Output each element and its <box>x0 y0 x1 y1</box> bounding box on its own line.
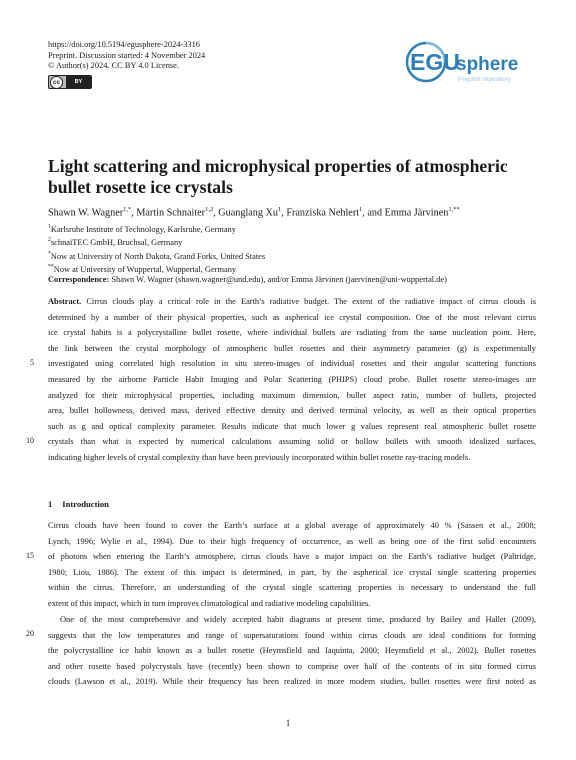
paper-title: Light scattering and microphysical properties of atmospheric bullet rosette ice crystals <box>48 156 508 197</box>
text-line: crystals than what is expected by numerical calculations assuming solid or hollow bullets with smooth idealized surfaces, <box>48 437 536 447</box>
affiliation: **Now at University of Wuppertal, Wuppertal, Germany <box>48 264 237 274</box>
text-line: extent of this impact, which in turn improves climatological and radiative modeling capabilities. <box>48 598 371 608</box>
text-line: clouds (Lawson et al., 2019). While their frequency has been realized in more modern studies, bullet rosettes were first noted as <box>48 677 536 687</box>
author: Martin Schnaiter <box>136 207 206 219</box>
line-number: 5 <box>30 358 34 368</box>
text-line: suggests that the low temperatures and range of supersaturations found within cirrus clouds are ideal conditions for forming <box>48 630 536 640</box>
doi-link[interactable]: https://doi.org/10.5194/egusphere-2024-3316 <box>48 40 200 49</box>
logo-suffix: sphere <box>456 54 519 75</box>
text-line: Cirrus clouds have been found to cover the Earth’s surface at a global average of approximately 40 % (Sassen et al., 2008; <box>48 521 536 530</box>
logo-brand: EGU <box>410 49 460 75</box>
text-line: measured by the airborne Particle Habit Imaging and Polar Scattering (PHIPS) cloud probe. Bullet rosette stereo-images are <box>48 374 536 384</box>
author-affil-sup: 1 <box>359 206 363 213</box>
line-number: 15 <box>26 551 34 561</box>
author-list: Shawn W. Wagner$^{1,*}$, Martin Schnaiter$^{1,2}$, Guanglang Xu$^1$, Franziska Nehlert$^1$, and Emma Järvinen$^{1,**}$ <box>48 206 460 219</box>
intro-paragraph-1 <box>48 518 536 612</box>
author-affil-sup: 1,* <box>123 206 132 213</box>
by-icon: BY <box>66 76 91 88</box>
text-line: the link between the crystal morphology of atmospheric bullet rosettes and their asymmetry parameter (g) is experimentally <box>48 343 536 353</box>
logo-tagline: Preprint repository <box>458 76 512 83</box>
page-number: 1 <box>285 718 291 728</box>
cc-by-license-badge[interactable] <box>48 75 92 89</box>
copyright-notice: © Author(s) 2024. CC BY 4.0 License. <box>48 61 179 70</box>
section-heading <box>48 499 119 509</box>
text-line: investigated using correlated high resolution in situ stereo-images of individual rosettes and their angular scattering functions <box>48 359 536 369</box>
section-title: Introduction <box>62 499 109 509</box>
author-affil-sup: 1,** <box>448 206 460 213</box>
intro-paragraph-2 <box>48 612 536 690</box>
egusphere-logo <box>404 40 534 86</box>
abstract <box>48 294 536 466</box>
author-affil-sup: 1 <box>278 206 282 213</box>
abstract-label: Abstract. <box>48 297 87 306</box>
preprint-notice: Preprint. Discussion started: 4 November 2024 <box>48 50 206 60</box>
correspondence-text[interactable]: Shawn W. Wagner (shawn.wagner@und.edu), and/or Emma Järvinen (jaervinen@uni-wuppertal.de) <box>111 275 447 284</box>
author: Franziska Nehlert <box>286 207 360 219</box>
author: Guanglang Xu <box>218 207 278 219</box>
text-line: determined by a number of their physical properties, such as aspherical ice crystal composition. One of the most relevant cirrus <box>48 312 536 322</box>
text-line: within the cirrus. Therefore, an understanding of the crystal single scattering properties is necessary to understand the full <box>48 583 536 593</box>
text-line: indicating higher levels of crystal complexity than have been previously incorporated within bullet rosette ray-tracing models. <box>48 452 471 462</box>
author: Emma Järvinen <box>384 207 449 219</box>
text-line: such as g and optical complexity parameter. Results indicate that much lower g values represent real atmospheric bullet rosette <box>48 421 536 431</box>
section-number: 1 <box>48 499 53 509</box>
text-line: ice crystal habits is a polycrystalline bullet rosette, where individual bullets are radiating from the same nucleation point. Here, <box>48 328 536 338</box>
text-line: the polycrystalline ice habit known as a bullet rosette (Heymsfield and Iaquinta, 2000; Heymsfield et al., 2002). Bullet rosettes <box>48 646 536 656</box>
author-affil-sup: 1,2 <box>205 206 214 213</box>
text-line: analyzed for their microphysical properties, including maximum dimension, bullet aspect ratio, number of bullets, projected <box>48 390 536 400</box>
text-line: and other rosette based polycrystals have (recently) been shown to comprise over half of the contents of in situ formed cirrus <box>48 661 536 671</box>
text-line: area, bullet hollowness, derived mass, derived effective density and derived terminal velocity, as well as their optical properties <box>48 406 536 416</box>
header-block <box>48 40 205 72</box>
text-line: Lynch, 1996; Wylie et al., 1994). Due to their high frequency of occurrence, as well as being one of the first solid encounters <box>48 536 536 546</box>
text-line: One of the most comprehensive and widely accepted habit diagrams at present time, produced by Bailey and Hallet (2009), <box>60 615 536 624</box>
line-number: 10 <box>26 436 34 446</box>
correspondence-label: Correspondence: <box>48 275 110 284</box>
line-number: 20 <box>26 629 34 639</box>
cc-icon: cc <box>50 76 63 89</box>
affiliation-list <box>48 222 265 276</box>
affiliation: $^2$schnaiTEC GmbH, Bruchsal, Germany <box>48 237 183 248</box>
affiliation: *Now at University of North Dakota, Grand Forks, United States <box>48 250 266 261</box>
text-line: Abstract. Cirrus clouds play a critical role in the Earth’s radiative budget. The extent of the radiative impact of cirrus clouds is <box>48 297 536 306</box>
author: Shawn W. Wagner <box>48 207 124 219</box>
text-line: 1980; Liou, 1986). The extent of this impact is determined, in part, by the aspherical ice crystal single scattering properties <box>48 567 536 577</box>
correspondence <box>48 275 447 284</box>
affiliation: $^1$Karlsruhe Institute of Technology, Karlsruhe, Germany <box>48 224 236 234</box>
text-line: of photons when entering the Earth’s atmosphere, cirrus clouds have a major impact on the Earth’s radiative budget (Paltridge, <box>48 552 536 562</box>
